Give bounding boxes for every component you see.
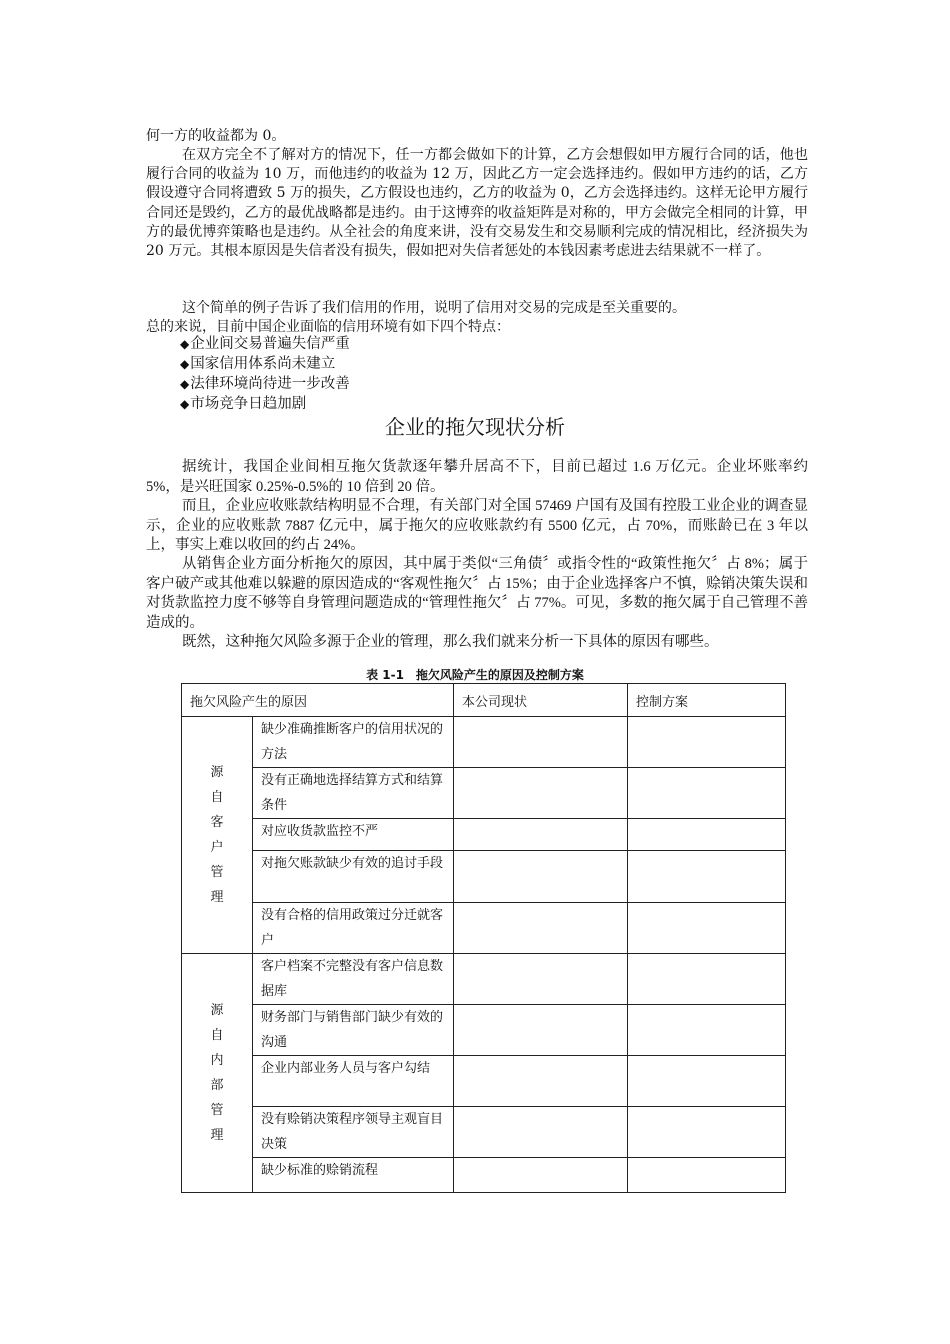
header-cause: 拖欠风险产生的原因 [182, 684, 454, 717]
status-cell [454, 1056, 628, 1107]
cause-cell: 企业内部业务人员与客户勾结 [253, 1056, 454, 1107]
table-row [182, 1005, 786, 1056]
table-row [182, 1107, 786, 1158]
table-row [182, 954, 786, 1005]
status-cell [454, 851, 628, 903]
feature-list-item: ◆ 企业间交易普遍失信严重 [180, 334, 350, 354]
paragraph-statistics: 据统计，我国企业间相互拖欠货款逐年攀升居高不下，目前已超过 1.6 万亿元。企业坏账率约 5%，是兴旺国家 0.25%-0.5%的 10 倍到 20 倍。 [146, 459, 808, 495]
plan-cell [628, 717, 786, 768]
status-cell [454, 1158, 628, 1193]
paragraph-transition: 既然，这种拖欠风险多源于企业的管理，那么我们就来分析一下具体的原因有哪些。 [182, 634, 719, 650]
status-cell [454, 1005, 628, 1056]
status-cell [454, 1107, 628, 1158]
cause-cell: 财务部门与销售部门缺少有效的沟通 [253, 1005, 454, 1056]
paragraph-credit-role: 这个简单的例子告诉了我们信用的作用，说明了信用对交易的完成是至关重要的。 [182, 300, 686, 316]
plan-cell [628, 903, 786, 954]
table-row [182, 1056, 786, 1107]
plan-cell [628, 1158, 786, 1193]
group-label-internal [182, 954, 253, 1193]
feature-list-item: ◆ 法律环境尚待进一步改善 [180, 374, 350, 394]
risk-table [181, 683, 786, 1193]
paragraph-causes: 从销售企业方面分析拖欠的原因，其中属于类似“三角债〞或指令性的“政策性拖欠〞占 8%；属于客户破产或其他难以躲避的原因造成的“客观性拖欠〞占 15%；由于企业选择客户不慎，赊销决策失误和对货款监控力度不够等自身管理问题造成的“管理性拖欠〞占 77%。可见，多数的拖欠属于自己管理不善造成的。 [146, 556, 808, 631]
feature-list [180, 334, 350, 414]
feature-list-item: ◆ 国家信用体系尚未建立 [180, 354, 350, 374]
table-row [182, 1158, 786, 1193]
cause-cell: 没有赊销决策程序领导主观盲目决策 [253, 1107, 454, 1158]
table-row [182, 717, 786, 768]
cause-cell: 缺少标准的赊销流程 [253, 1158, 454, 1193]
status-cell [454, 903, 628, 954]
status-cell [454, 819, 628, 851]
plan-cell [628, 1005, 786, 1056]
group-label-customer [182, 717, 253, 954]
plan-cell [628, 954, 786, 1005]
section-title: 企业的拖欠现状分析 [385, 415, 565, 439]
table-row [182, 819, 786, 851]
plan-cell [628, 768, 786, 819]
table-row [182, 903, 786, 954]
table-row [182, 851, 786, 903]
table-caption: 表 1-1 拖欠风险产生的原因及控制方案 [366, 668, 584, 682]
table-row [182, 768, 786, 819]
paragraph-continuation: 何一方的收益都为 0。 [146, 128, 286, 144]
feature-list-item: ◆ 市场竞争日趋加剧 [180, 394, 350, 414]
cause-cell: 对拖欠账款缺少有效的追讨手段 [253, 851, 454, 903]
cause-cell: 缺少准确推断客户的信用状况的方法 [253, 717, 454, 768]
status-cell [454, 954, 628, 1005]
status-cell [454, 717, 628, 768]
header-current-status: 本公司现状 [454, 684, 628, 717]
paragraph-receivables: 而且，企业应收账款结构明显不合理，有关部门对全国 57469 户国有及国有控股工业企业的调查显示，企业的应收账款 7887 亿元中，属于拖欠的应收账款约有 5500 亿元，占 70%，而账龄已在 3 年以上，事实上难以收回的约占 24%。 [146, 498, 808, 553]
cause-cell: 没有正确地选择结算方式和结算条件 [253, 768, 454, 819]
plan-cell [628, 1107, 786, 1158]
group-label-text: 源自客户管理 [210, 765, 224, 905]
paragraph-summary: 总的来说，目前中国企业面临的信用环境有如下四个特点： [146, 319, 510, 335]
group-label-text: 源自内部管理 [210, 1003, 224, 1143]
cause-cell: 没有合格的信用政策过分迁就客户 [253, 903, 454, 954]
cause-cell: 客户档案不完整没有客户信息数据库 [253, 954, 454, 1005]
plan-cell [628, 1056, 786, 1107]
status-cell [454, 768, 628, 819]
plan-cell [628, 819, 786, 851]
cause-cell: 对应收货款监控不严 [253, 819, 454, 851]
table-header-row [182, 684, 786, 717]
plan-cell [628, 851, 786, 903]
paragraph-game-analysis: 在双方完全不了解对方的情况下，任一方都会做如下的计算，乙方会想假如甲方履行合同的话，他也履行合同的收益为 10 万，而他违约的收益为 12 万，因此乙方一定会选择违约。假如甲方违约的话，乙方假设遵守合同将遭致 5 万的损失，乙方假设也违约，乙方的收益为 0，乙方会选择违约。这样无论甲方履行合同还是毁约，乙方的最优战略都是违约。由于这博弈的收益矩阵是对称的，甲方会做完全相同的计算，甲方的最优博弈策略也是违约。从全社会的角度来讲，没有交易发生和交易顺利完成的情况相比，经济损失为 20 万元。其根本原因是失信者没有损失，假如把对失信者惩处的本钱因素考虑进去结果就不一样了。 [146, 147, 808, 260]
header-control-plan: 控制方案 [628, 684, 786, 717]
